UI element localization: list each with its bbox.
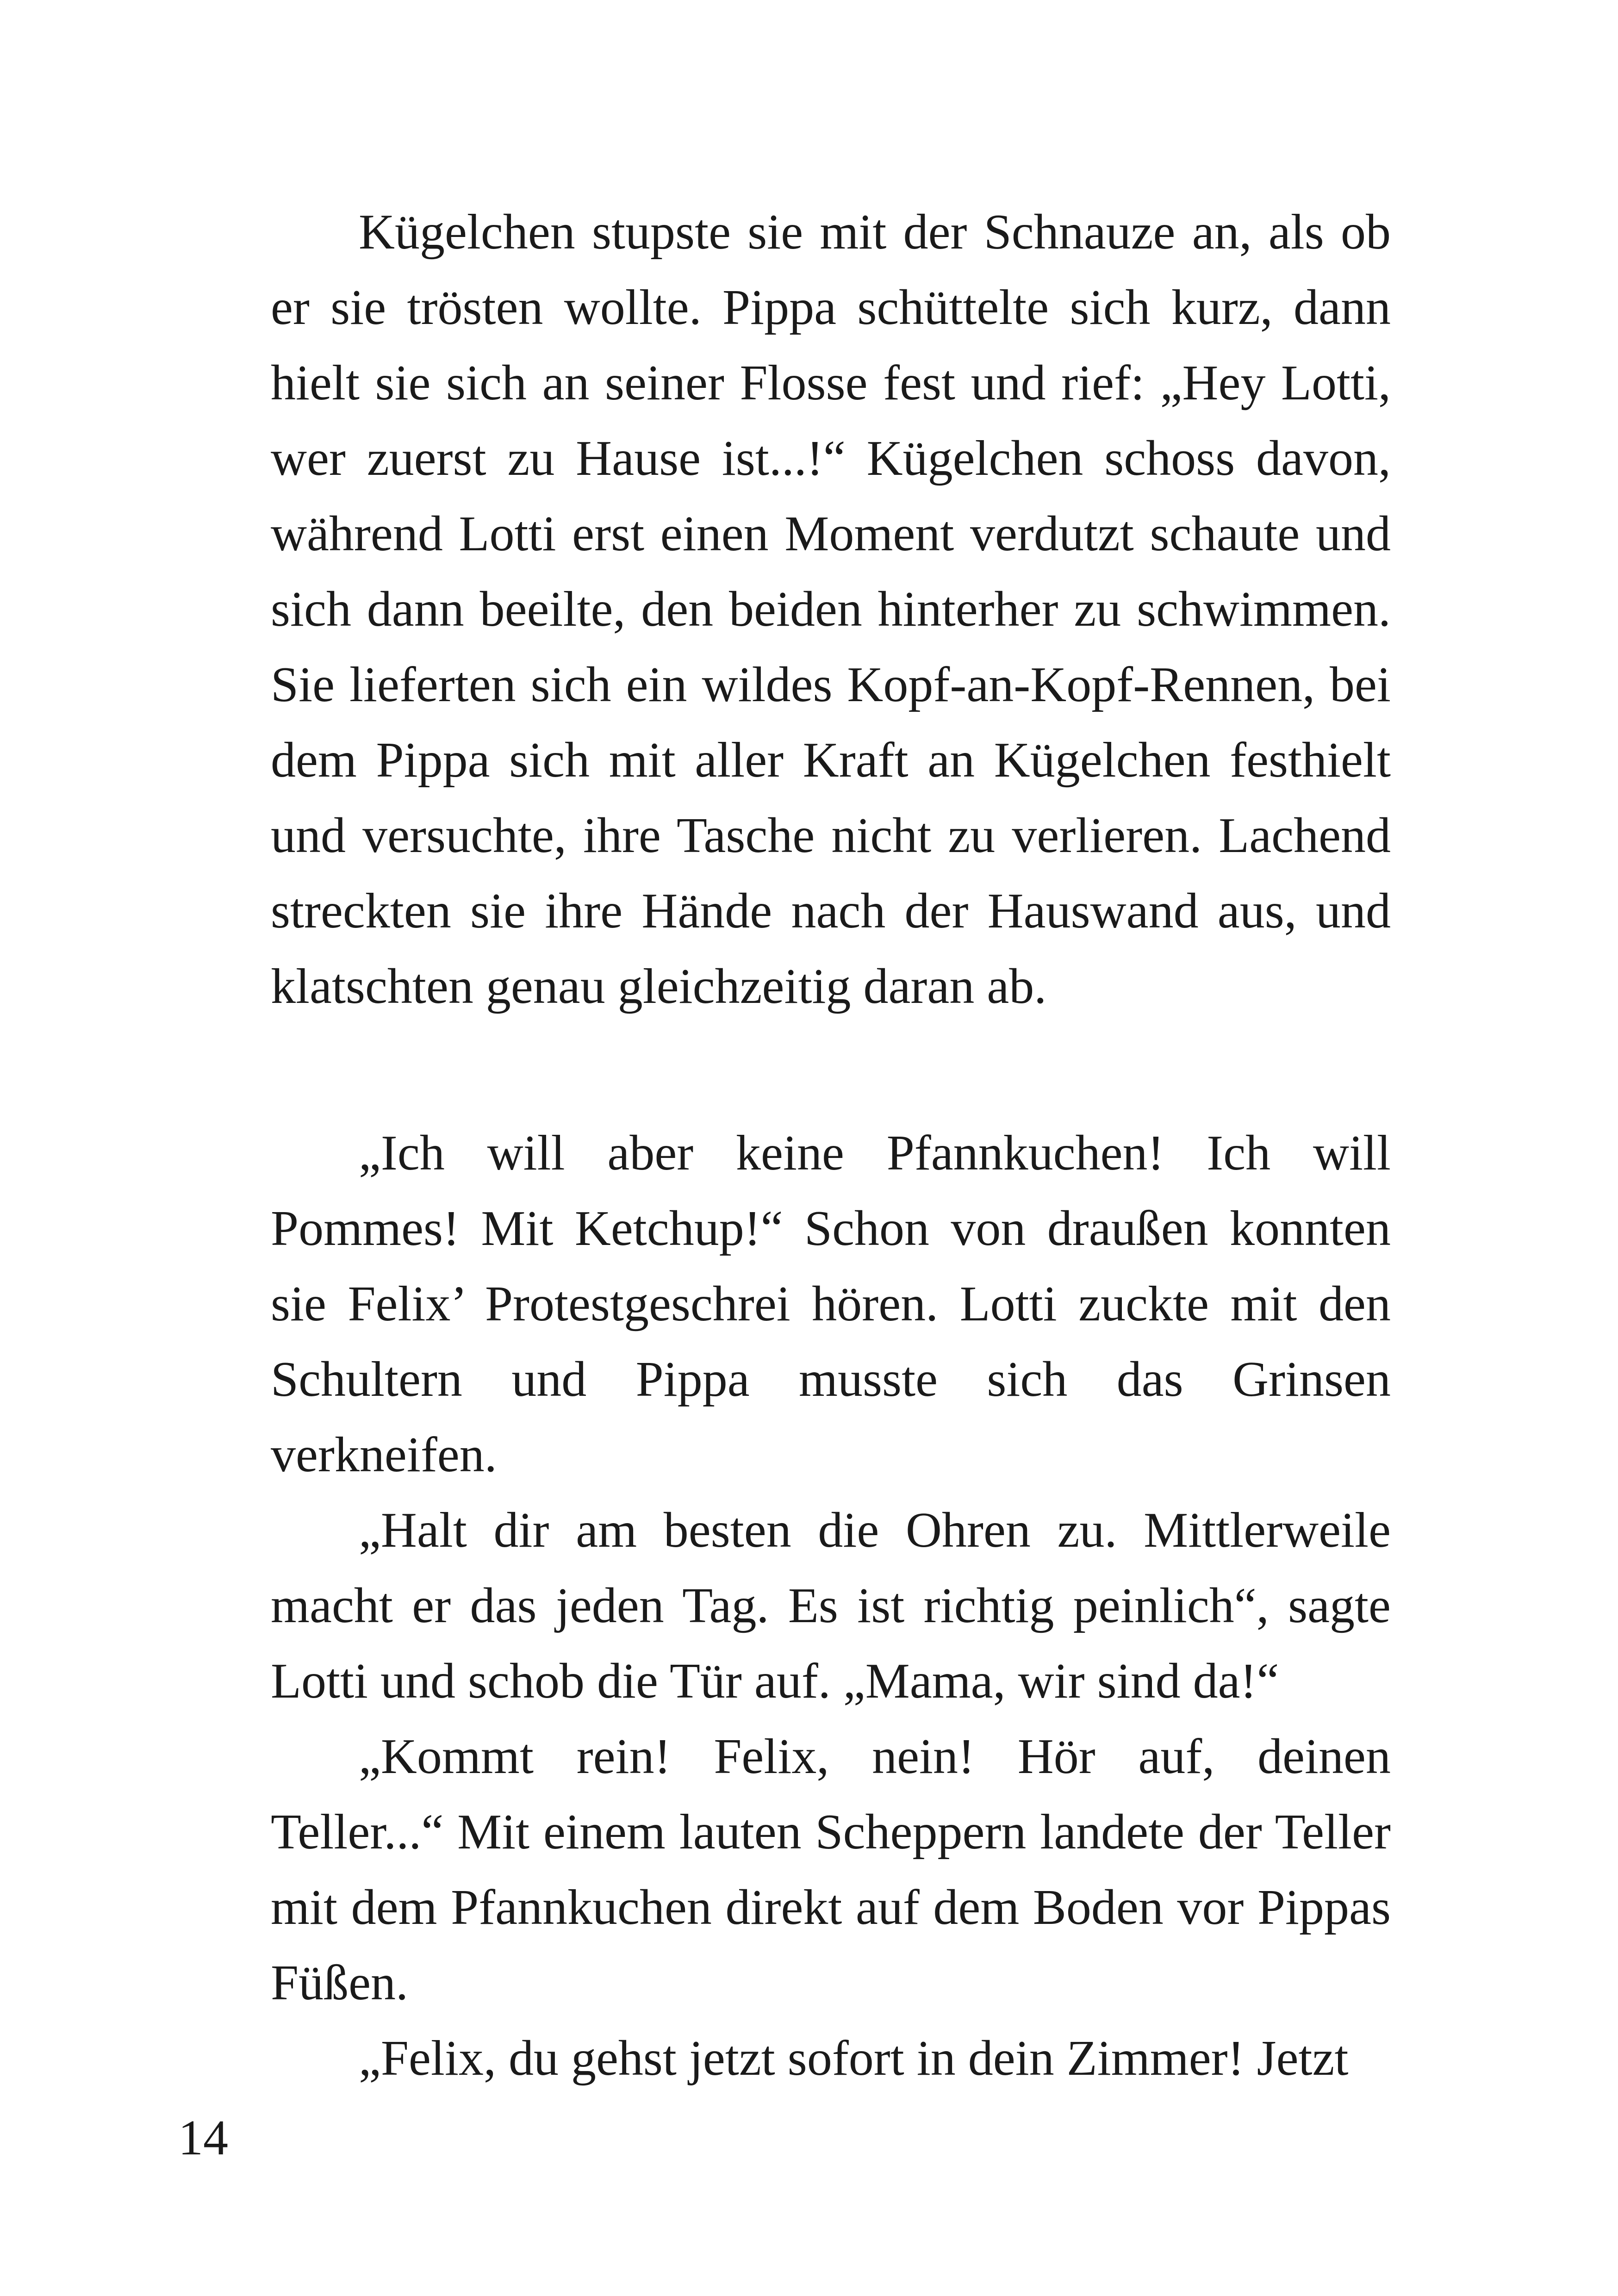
text-section-2: [271, 1115, 1391, 2096]
paragraph: Kügelchen stupste sie mit der Schnauze an, als ob er sie trösten wollte. Pippa schüttelte sich kurz, dann hielt sie sich an seiner Flosse fest und rief: „Hey Lotti, wer zuerst zu Hause ist...!“ Kügelchen schoss davon, während Lotti erst einen Moment verdutzt schaute und sich dann beeilte, den beiden hinterher zu schwimmen. Sie lieferten sich ein wildes Kopf-an-Kopf-Rennen, bei dem Pippa sich mit aller Kraft an Kügelchen festhielt und versuchte, ihre Tasche nicht zu verlieren. Lachend streckten sie ihre Hände nach der Hauswand aus, und klatschten genau gleichzeitig daran ab.: [271, 205, 1391, 1014]
text-section-1: [271, 194, 1391, 1024]
paragraph: „Halt dir am besten die Ohren zu. Mittlerweile macht er das jeden Tag. Es ist richtig peinlich“, sagte Lotti und schob die Tür auf. „Mama, wir sind da!“: [271, 1503, 1391, 1709]
paragraph: „Ich will aber keine Pfannkuchen! Ich will Pommes! Mit Ketchup!“ Schon von draußen konnten sie Felix’ Protestgeschrei hören. Lotti zuckte mit den Schultern und Pippa musste sich das Grinsen verkneifen.: [271, 1126, 1391, 1482]
paragraph: „Felix, du gehst jetzt sofort in dein Zimmer! Jetzt: [359, 2031, 1349, 2086]
page-number: 14: [178, 2110, 228, 2165]
paragraph: „Kommt rein! Felix, nein! Hör auf, deinen Teller...“ Mit einem lauten Scheppern landete der Teller mit dem Pfannkuchen direkt auf dem Boden vor Pippas Füßen.: [271, 1729, 1391, 2010]
